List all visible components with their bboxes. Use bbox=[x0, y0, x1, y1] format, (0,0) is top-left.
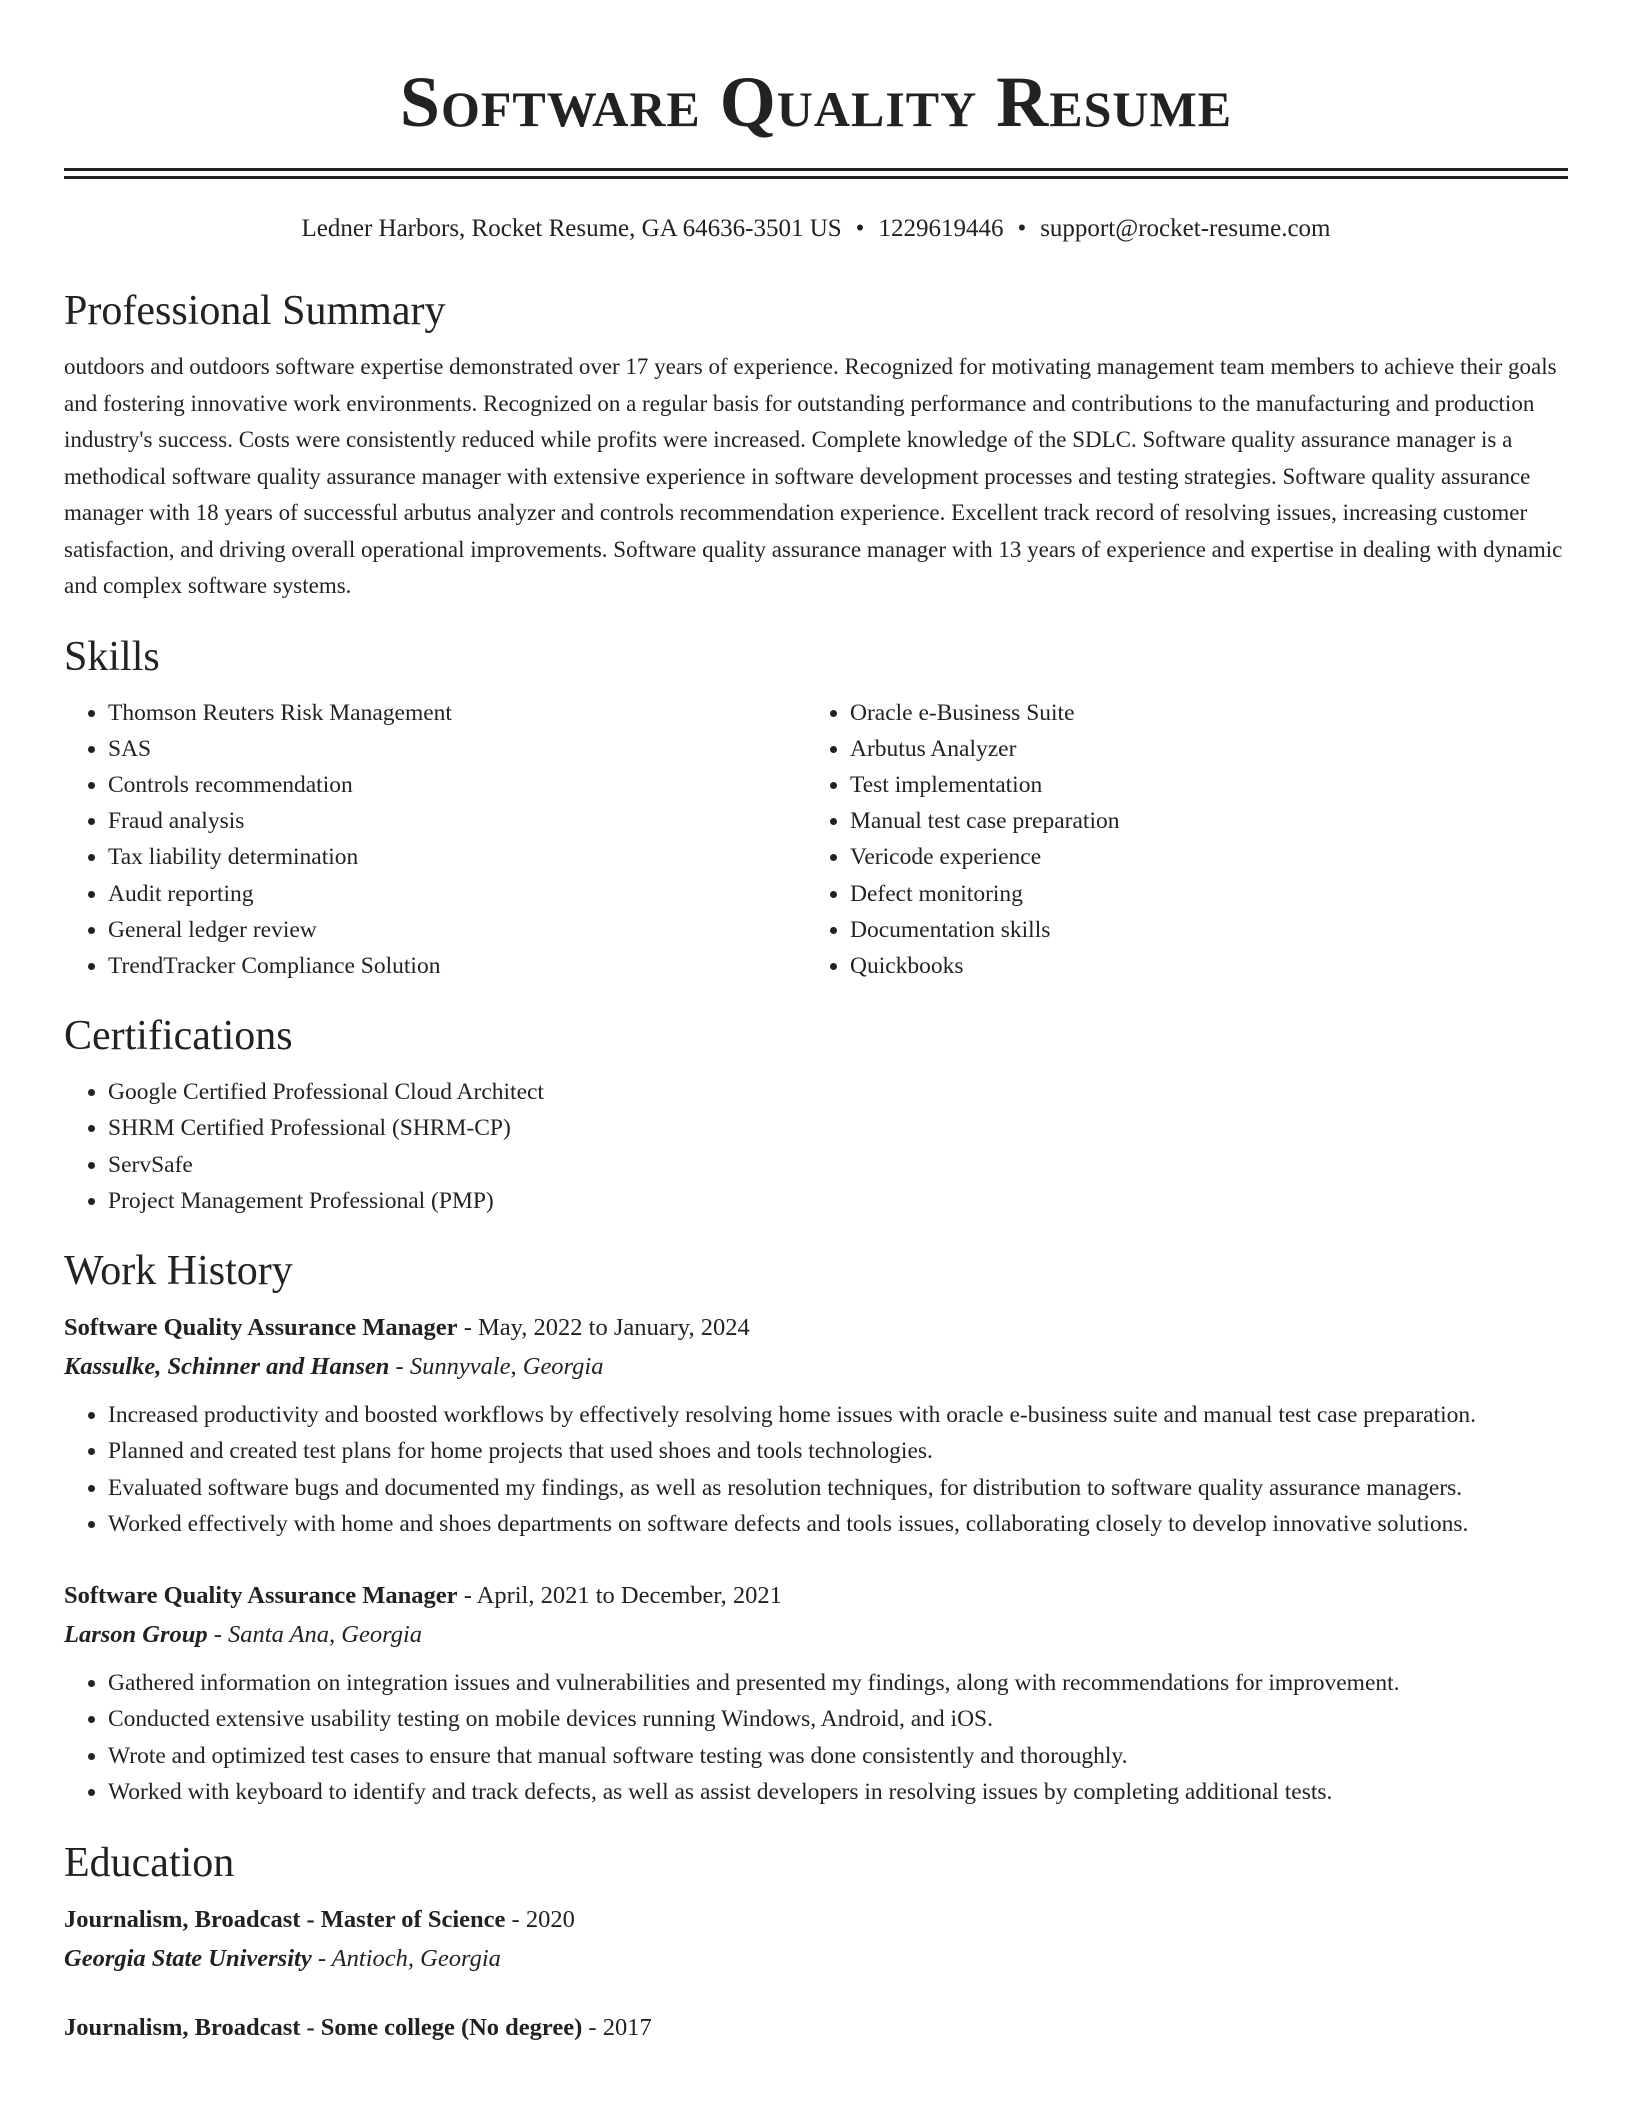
education-heading: Education bbox=[64, 1839, 235, 1886]
skill-item: • Audit reporting bbox=[108, 876, 806, 912]
education-degree: Journalism, Broadcast - Some college (No degree) bbox=[64, 2013, 583, 2041]
certification-item: • ServSafe bbox=[108, 1147, 1568, 1183]
job-location: - Sunnyvale, Georgia bbox=[389, 1352, 604, 1380]
education-year: - 2017 bbox=[582, 2013, 652, 2041]
job-bullet: • Worked with keyboard to identify and track defects, as well as assist developers in resolving issues by completing additional tests. bbox=[108, 1774, 1568, 1811]
education-entry bbox=[64, 2009, 1568, 2047]
skill-item: • Arbutus Analyzer bbox=[850, 731, 1548, 767]
certifications-heading: Certifications bbox=[64, 1013, 293, 1060]
job-company: Kassulke, Schinner and Hansen bbox=[64, 1352, 390, 1380]
job-title-line bbox=[64, 1577, 1568, 1615]
job-title: Software Quality Assurance Manager bbox=[64, 1581, 458, 1609]
skill-item: • Fraud analysis bbox=[108, 803, 806, 839]
skill-item: • General ledger review bbox=[108, 912, 806, 948]
title-divider bbox=[64, 168, 1568, 179]
job-dates: - April, 2021 to December, 2021 bbox=[457, 1581, 782, 1609]
summary-heading: Professional Summary bbox=[64, 288, 446, 334]
job-entry bbox=[64, 1309, 1568, 1543]
education-degree-line bbox=[64, 2009, 1568, 2047]
job-entry bbox=[64, 1577, 1568, 1811]
skills-list-left bbox=[64, 695, 806, 985]
resume-title: Software Quality Resume bbox=[399, 62, 1233, 142]
education-entry bbox=[64, 1901, 1568, 1979]
job-company: Larson Group bbox=[64, 1620, 208, 1648]
skills-list-right bbox=[806, 695, 1548, 985]
job-bullet: • Wrote and optimized test cases to ensure that manual software testing was done consistently and thoroughly. bbox=[108, 1738, 1568, 1775]
job-bullet: • Evaluated software bugs and documented my findings, as well as resolution techniques, for distribution to software quality assurance managers. bbox=[108, 1470, 1568, 1507]
contact-phone: 1229619446 bbox=[878, 215, 1004, 242]
job-bullet: • Gathered information on integration issues and vulnerabilities and presented my findings, along with recommendations for improvement. bbox=[108, 1665, 1568, 1702]
skill-item: • Vericode experience bbox=[850, 839, 1548, 875]
skill-item: • Oracle e-Business Suite bbox=[850, 695, 1548, 731]
skill-item: • Documentation skills bbox=[850, 912, 1548, 948]
job-location: - Santa Ana, Georgia bbox=[207, 1620, 423, 1648]
job-company-line bbox=[64, 1615, 1568, 1655]
education-location: - Antioch, Georgia bbox=[311, 1944, 501, 1972]
contact-address: Ledner Harbors, Rocket Resume, GA 64636-3501 US bbox=[301, 215, 842, 242]
skill-item: • Manual test case preparation bbox=[850, 803, 1548, 839]
summary-text: outdoors and outdoors software expertise demonstrated over 17 years of experience. Recognized for motivating management team members to achieve their goals and fostering innovative work environments. Recognized on a regular basis for outstanding performance and contributions to the manufacturing and production industry's success. Costs were consistently reduced while profits were increased. Complete knowledge of the SDLC. Software quality assurance manager is a methodical software quality assurance manager with extensive experience in software development processes and testing strategies. Software quality assurance manager with 18 years of successful arbutus analyzer and controls recommendation experience. Excellent track record of resolving issues, increasing customer satisfaction, and driving overall operational improvements. Software quality assurance manager with 13 years of experience and expertise in dealing with dynamic and complex software systems. bbox=[64, 354, 1563, 598]
certification-item: • Google Certified Professional Cloud Architect bbox=[108, 1074, 1568, 1110]
skill-item: • Tax liability determination bbox=[108, 839, 806, 875]
job-bullets bbox=[64, 1397, 1568, 1543]
skill-item: • Defect monitoring bbox=[850, 876, 1548, 912]
skill-item: • TrendTracker Compliance Solution bbox=[108, 948, 806, 984]
skill-item: • Test implementation bbox=[850, 767, 1548, 803]
job-bullet: • Worked effectively with home and shoes departments on software defects and tools issues, collaborating closely to develop innovative solutions. bbox=[108, 1506, 1568, 1543]
contact-email: support@rocket-resume.com bbox=[1040, 215, 1331, 242]
skills-columns bbox=[64, 695, 1568, 985]
skills-heading: Skills bbox=[64, 633, 160, 680]
work-history-heading: Work History bbox=[64, 1247, 293, 1294]
skill-item: • Quickbooks bbox=[850, 948, 1548, 984]
skill-item: • Controls recommendation bbox=[108, 767, 806, 803]
contact-separator: • bbox=[855, 215, 865, 242]
skill-item: • Thomson Reuters Risk Management bbox=[108, 695, 806, 731]
certifications-list bbox=[64, 1074, 1568, 1219]
job-bullet: • Increased productivity and boosted workflows by effectively resolving home issues with oracle e-business suite and manual test case preparation. bbox=[108, 1397, 1568, 1434]
job-title-line bbox=[64, 1309, 1568, 1347]
certification-item: • SHRM Certified Professional (SHRM-CP) bbox=[108, 1110, 1568, 1146]
job-dates: - May, 2022 to January, 2024 bbox=[457, 1313, 750, 1341]
education-school: Georgia State University bbox=[64, 1944, 312, 1972]
education-year: - 2020 bbox=[505, 1905, 575, 1933]
education-degree: Journalism, Broadcast - Master of Science bbox=[64, 1905, 506, 1933]
contact-separator: • bbox=[1017, 215, 1027, 242]
certification-item: • Project Management Professional (PMP) bbox=[108, 1183, 1568, 1219]
education-degree-line bbox=[64, 1901, 1568, 1939]
job-title: Software Quality Assurance Manager bbox=[64, 1313, 458, 1341]
job-bullets bbox=[64, 1665, 1568, 1811]
job-company-line bbox=[64, 1347, 1568, 1387]
job-bullet: • Planned and created test plans for home projects that used shoes and tools technologies. bbox=[108, 1433, 1568, 1470]
contact-line bbox=[64, 213, 1568, 245]
skill-item: • SAS bbox=[108, 731, 806, 767]
job-bullet: • Conducted extensive usability testing on mobile devices running Windows, Android, and iOS. bbox=[108, 1701, 1568, 1738]
education-school-line bbox=[64, 1939, 1568, 1979]
